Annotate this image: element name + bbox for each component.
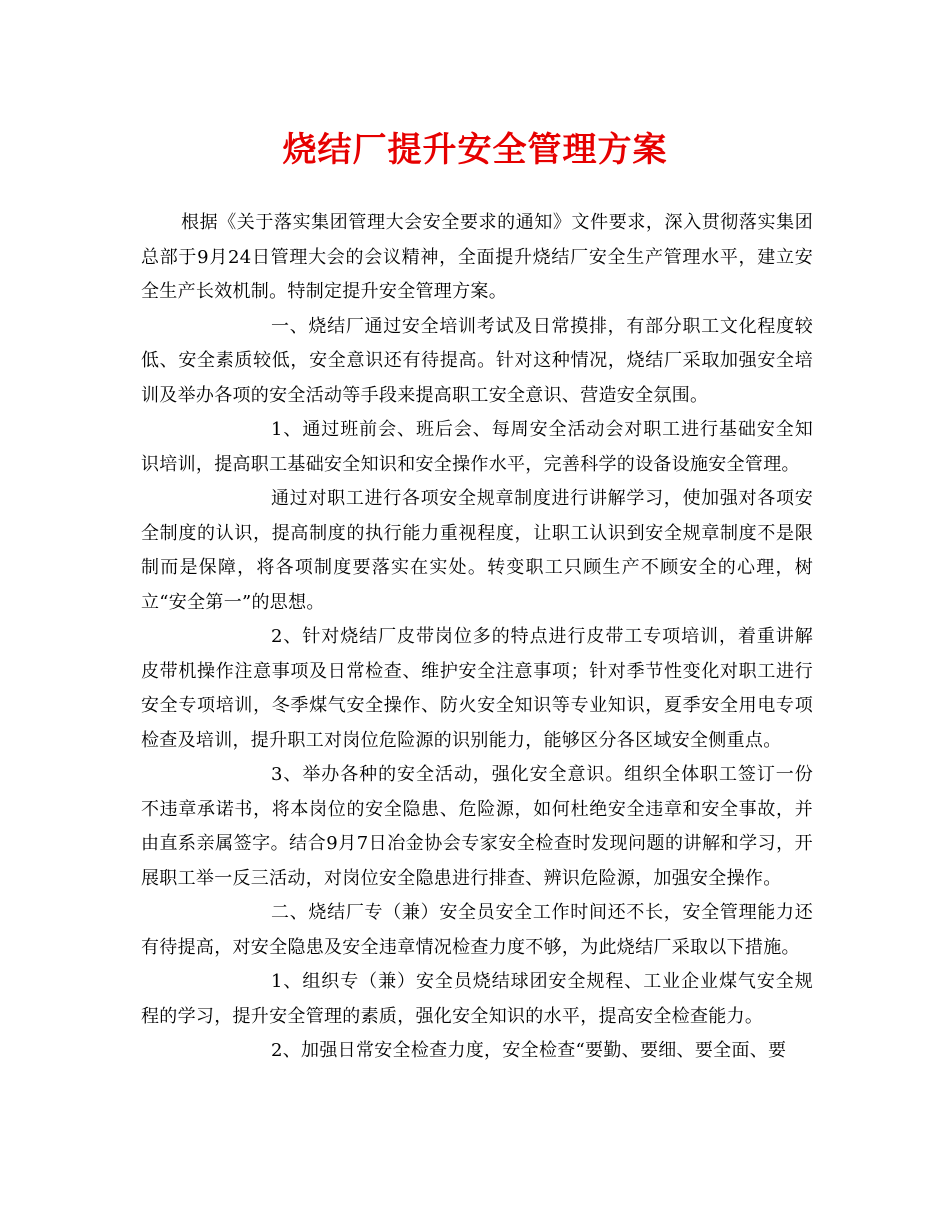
paragraph-intro: 根据《关于落实集团管理大会安全要求的通知》文件要求，深入贯彻落实集团总部于9月24日管理大会的会议精神，全面提升烧结厂安全生产管理水平，建立安全生产长效机制。特制定提升安全管理方案。: [141, 212, 813, 302]
paragraph-item-1-2: 2、针对烧结厂皮带岗位多的特点进行皮带工专项培训，着重讲解皮带机操作注意事项及日常检查、维护安全注意事项；针对季节性变化对职工进行安全专项培训，冬季煤气安全操作、防火安全知识等专业知识，夏季安全用电专项检查及培训，提升职工对岗位危险源的识别能力，能够区分各区域安全侧重点。: [141, 626, 813, 751]
paragraph-item-2-1: 1、组织专（兼）安全员烧结球团安全规程、工业企业煤气安全规程的学习，提升安全管理的素质，强化安全知识的水平，提高安全检查能力。: [141, 971, 813, 1027]
paragraph-section-1: 一、烧结厂通过安全培训考试及日常摸排，有部分职工文化程度较低、安全素质较低，安全意识还有待提高。针对这种情况，烧结厂采取加强安全培训及举办各项的安全活动等手段来提高职工安全意识、营造安全氛围。: [141, 315, 813, 406]
paragraph-section-2: 二、烧结厂专（兼）安全员安全工作时间还不长，安全管理能力还有待提高，对安全隐患及安全违章情况检查力度不够，为此烧结厂采取以下措施。: [141, 902, 813, 958]
paragraph-item-1-1: 1、通过班前会、班后会、每周安全活动会对职工进行基础安全知识培训，提高职工基础安全知识和安全操作水平，完善科学的设备设施安全管理。: [141, 419, 813, 475]
paragraph-item-1-3: 3、举办各种的安全活动，强化安全意识。组织全体职工签订一份不违章承诺书，将本岗位的安全隐患、危险源，如何杜绝安全违章和安全事故，并由直系亲属签字。结合9月7日冶金协会专家安全检查时发现问题的讲解和学习，开展职工举一反三活动，对岗位安全隐患进行排查、辨识危险源，加强安全操作。: [141, 764, 813, 889]
paragraph-item-1-1-detail: 通过对职工进行各项安全规章制度进行讲解学习，使加强对各项安全制度的认识，提高制度的执行能力重视程度，让职工认识到安全规章制度不是限制而是保障，将各项制度要落实在实处。转变职工只顾生产不顾安全的心理，树立“安全第一”的思想。: [141, 488, 813, 613]
paragraph-item-2-2: 2、加强日常安全检查力度，安全检查“要勤、要细、要全面、要: [271, 1040, 787, 1061]
document-body: [141, 206, 813, 1069]
document-title: 烧结厂提升安全管理方案: [282, 130, 668, 170]
